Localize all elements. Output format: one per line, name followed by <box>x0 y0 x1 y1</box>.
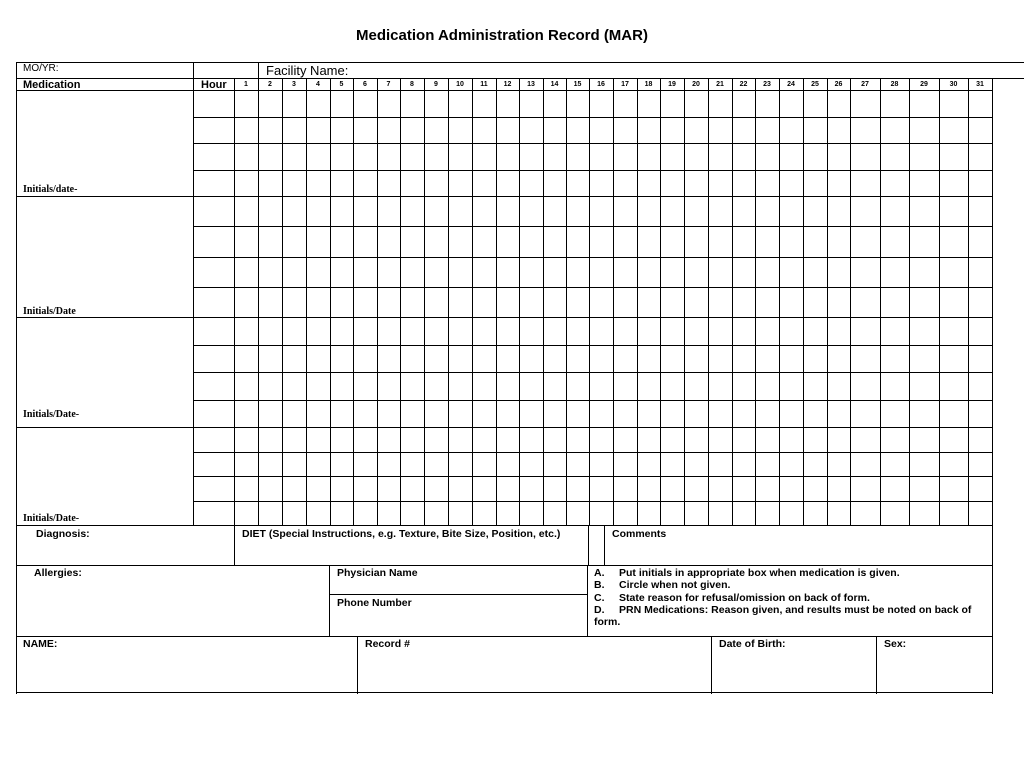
medication-column-header: Medication <box>23 79 81 91</box>
physician-phone-divider <box>329 594 588 595</box>
day-header-24: 24 <box>787 81 795 88</box>
day-header-5: 5 <box>339 81 344 88</box>
day-header-30: 30 <box>949 81 958 88</box>
medication-block-divider <box>16 525 993 526</box>
hour-column-divider <box>193 78 194 526</box>
patient-name-label: NAME: <box>23 638 58 650</box>
day-header-1: 1 <box>244 81 248 88</box>
day-header-27: 27 <box>861 81 869 88</box>
record-number-label: Record # <box>365 638 410 650</box>
day-header-12: 12 <box>503 81 512 88</box>
day-header-6: 6 <box>363 81 367 88</box>
day-column-divider <box>939 78 940 526</box>
day-column-divider <box>424 78 425 526</box>
day-header-28: 28 <box>890 81 899 88</box>
medication-block-divider <box>16 196 993 197</box>
comments-divider <box>604 525 605 566</box>
grid-right-border <box>992 78 993 526</box>
hour-row-line <box>193 400 993 401</box>
day-header-10: 10 <box>456 81 464 88</box>
day-header-19: 19 <box>668 81 676 88</box>
day-header-26: 26 <box>834 81 843 88</box>
hour-row-line <box>193 345 993 346</box>
day-header-23: 23 <box>763 81 771 88</box>
medication-block-divider <box>16 317 993 318</box>
day-column-divider <box>234 78 235 526</box>
allergies-label: Allergies: <box>34 567 82 579</box>
day-header-11: 11 <box>480 81 488 88</box>
instruction-c: C. State reason for refusal/omission on back of form. <box>594 591 870 604</box>
day-header-bottom-line <box>16 90 993 91</box>
day-header-4: 4 <box>316 81 320 88</box>
hour-row-line <box>193 476 993 477</box>
day-column-divider <box>306 78 307 526</box>
day-column-divider <box>708 78 709 526</box>
date-of-birth-label: Date of Birth: <box>719 638 786 650</box>
day-column-divider <box>258 78 259 526</box>
day-column-divider <box>637 78 638 526</box>
footer-right-border <box>992 525 993 694</box>
day-column-divider <box>496 78 497 526</box>
hour-row-line <box>193 452 993 453</box>
day-header-20: 20 <box>692 81 700 88</box>
diagnosis-label: Diagnosis: <box>36 528 90 540</box>
instructions-list <box>594 567 986 628</box>
day-column-divider <box>968 78 969 526</box>
day-header-25: 25 <box>811 81 819 88</box>
facility-divider <box>258 62 259 79</box>
day-column-divider <box>353 78 354 526</box>
record-dob-divider <box>711 636 712 694</box>
physician-name-label: Physician Name <box>337 567 418 579</box>
day-header-13: 13 <box>527 81 535 88</box>
hour-row-line <box>193 117 993 118</box>
initials-label-4: Initials/Date- <box>23 513 80 524</box>
day-column-divider <box>330 78 331 526</box>
page-title: Medication Administration Record (MAR) <box>356 27 648 44</box>
hour-row-line <box>193 226 993 227</box>
footer-bottom-border <box>16 692 993 693</box>
day-header-8: 8 <box>410 81 414 88</box>
day-header-2: 2 <box>268 81 272 88</box>
day-column-divider <box>282 78 283 526</box>
hour-column-header: Hour <box>201 79 227 91</box>
day-column-divider <box>519 78 520 526</box>
day-column-divider <box>827 78 828 526</box>
day-header-15: 15 <box>573 81 582 88</box>
comments-label: Comments <box>612 528 667 540</box>
day-header-9: 9 <box>434 81 438 88</box>
day-column-divider <box>732 78 733 526</box>
footer-row-line-2 <box>16 636 993 637</box>
allergies-physician-divider <box>329 565 330 637</box>
phone-number-label: Phone Number <box>337 597 412 609</box>
header-top-border <box>16 62 1024 63</box>
diet-label: DIET (Special Instructions, e.g. Texture, Bite Size, Position, etc.) <box>242 528 561 540</box>
day-header-31: 31 <box>976 81 984 88</box>
day-header-18: 18 <box>644 81 653 88</box>
day-header-21: 21 <box>716 81 724 88</box>
day-column-divider <box>400 78 401 526</box>
day-column-divider <box>803 78 804 526</box>
day-column-divider <box>566 78 567 526</box>
day-header-14: 14 <box>550 81 559 88</box>
hour-row-line <box>193 501 993 502</box>
instruction-d: D. PRN Medications: Reason given, and results must be noted on back of form. <box>594 603 972 629</box>
left-border <box>16 62 17 694</box>
initials-label-1: Initials/date- <box>23 184 78 195</box>
hour-row-line <box>193 257 993 258</box>
initials-label-3: Initials/Date- <box>23 409 80 420</box>
day-column-divider <box>589 78 590 526</box>
hour-row-line <box>193 170 993 171</box>
diagnosis-diet-divider <box>234 525 235 566</box>
day-column-divider <box>880 78 881 526</box>
footer-row-line-1 <box>16 565 993 566</box>
mo-yr-label: MO/YR: <box>23 63 59 74</box>
instruction-a: A. Put initials in appropriate box when medication is given. <box>594 567 900 579</box>
day-header-16: 16 <box>597 81 605 88</box>
day-column-divider <box>660 78 661 526</box>
day-column-divider <box>684 78 685 526</box>
instruction-b: B. Circle when not given. <box>594 579 731 592</box>
hour-row-line <box>193 143 993 144</box>
sex-label: Sex: <box>884 638 907 650</box>
day-column-divider <box>613 78 614 526</box>
day-column-divider <box>472 78 473 526</box>
day-column-divider <box>755 78 756 526</box>
day-column-divider <box>543 78 544 526</box>
day-header-3: 3 <box>292 81 296 88</box>
day-column-divider <box>850 78 851 526</box>
day-column-divider <box>779 78 780 526</box>
dob-sex-divider <box>876 636 877 694</box>
diet-divider <box>588 525 589 566</box>
day-column-divider <box>909 78 910 526</box>
initials-label-2: Initials/Date <box>23 306 76 317</box>
mo-yr-divider <box>193 62 194 79</box>
name-record-divider <box>357 636 358 694</box>
day-header-7: 7 <box>386 81 391 88</box>
hour-row-line <box>193 372 993 373</box>
day-header-22: 22 <box>739 81 748 88</box>
medication-block-divider <box>16 427 993 428</box>
day-column-divider <box>377 78 378 526</box>
physician-instructions-divider <box>587 565 588 637</box>
day-header-29: 29 <box>920 81 928 88</box>
hour-row-line <box>193 287 993 288</box>
day-column-divider <box>448 78 449 526</box>
facility-name-label: Facility Name: <box>266 63 349 78</box>
day-header-17: 17 <box>621 81 629 88</box>
